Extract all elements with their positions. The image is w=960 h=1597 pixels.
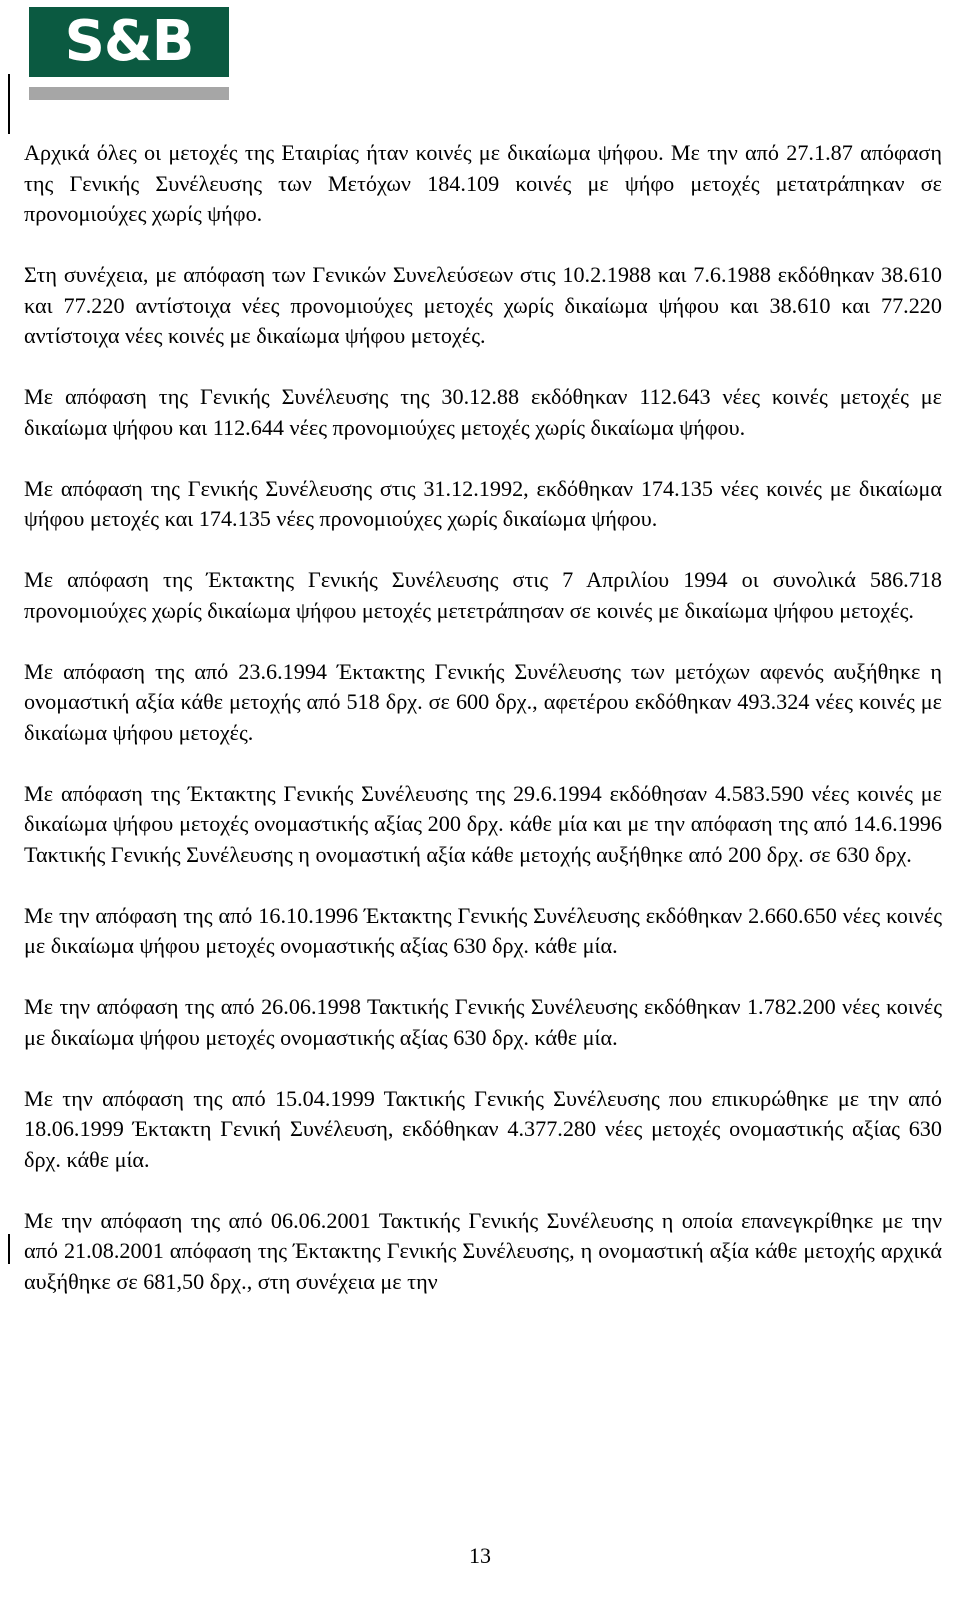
- paragraph: Με την απόφαση της από 06.06.2001 Τακτικής Γενικής Συνέλευσης η οποία επανεγκρίθηκε με την από 21.08.2001 απόφαση της Έκτακτης Γενικής Συνέλευσης, η ονομαστική αξία κάθε μετοχής αρχικά αυξήθηκε σε 681,50 δρχ., στη συνέχεια με την: [24, 1207, 942, 1294]
- paragraph: Με απόφαση της Γενικής Συνέλευσης της 30.12.88 εκδόθηκαν 112.643 νέες κοινές μετοχές με δικαίωμα ψήφου και 112.644 νέες προνομιούχες μετοχές χωρίς δικαίωμα ψήφου.: [24, 384, 942, 440]
- paragraph: Με την απόφαση της από 15.04.1999 Τακτικής Γενικής Συνέλευσης που επικυρώθηκε με την από 18.06.1999 Έκτακτη Γενική Συνέλευση, εκδόθηκαν 4.377.280 νέες μετοχές ονομαστικής αξίας 630 δρχ. κάθε μία.: [24, 1085, 942, 1172]
- paragraph: Με απόφαση της Έκτακτης Γενικής Συνέλευσης της 29.6.1994 εκδόθησαν 4.583.590 νέες κοινές με δικαίωμα ψήφου μετοχές ονομαστικής αξίας 200 δρχ. κάθε μία και με την απόφαση της από 14.6.1996 Τακτικής Γενικής Συνέλευσης η ονομαστική αξία κάθε μετοχής αυξήθηκε από 200 δρχ. σε 630 δρχ.: [24, 780, 942, 867]
- page-number: 13: [469, 1543, 491, 1568]
- logo-text: S&B: [64, 9, 194, 74]
- paragraph: Στη συνέχεια, με απόφαση των Γενικών Συνελεύσεων στις 10.2.1988 και 7.6.1988 εκδόθηκαν 38.610 και 77.220 αντίστοιχα νέες προνομιούχες μετοχές χωρίς δικαίωμα ψήφου και 38.610 και 77.220 αντίστοιχα νέες κοινές με δικαίωμα ψήφου μετοχές.: [24, 262, 942, 348]
- revision-bar: [8, 74, 10, 134]
- paragraph: Με απόφαση της Έκτακτης Γενικής Συνέλευσης στις 7 Απριλίου 1994 οι συνολικά 586.718 προνομιούχες χωρίς δικαίωμα ψήφου μετοχές μετετράπησαν σε κοινές με δικαίωμα ψήφου μετοχές.: [24, 567, 942, 623]
- document-body: [24, 138, 942, 1328]
- revision-bar: [8, 1234, 10, 1264]
- company-logo: [29, 7, 229, 97]
- logo-box: [29, 7, 229, 77]
- paragraph: Με την απόφαση της από 16.10.1996 Έκτακτης Γενικής Συνέλευσης εκδόθηκαν 2.660.650 νέες κοινές με δικαίωμα ψήφου μετοχές ονομαστικής αξίας 630 δρχ. κάθε μία.: [24, 902, 942, 958]
- paragraph: Με απόφαση της Γενικής Συνέλευσης στις 31.12.1992, εκδόθηκαν 174.135 νέες κοινές με δικαίωμα ψήφου μετοχές και 174.135 νέες προνομιούχες χωρίς δικαίωμα ψήφου.: [24, 475, 942, 531]
- paragraph: Με την απόφαση της από 26.06.1998 Τακτικής Γενικής Συνέλευσης εκδόθηκαν 1.782.200 νέες κοινές με δικαίωμα ψήφου μετοχές ονομαστικής αξίας 630 δρχ. κάθε μία.: [24, 994, 942, 1050]
- paragraph: Με απόφαση της από 23.6.1994 Έκτακτης Γενικής Συνέλευσης των μετόχων αφενός αυξήθηκε η ονομαστική αξία κάθε μετοχής από 518 δρχ. σε 600 δρχ., αφετέρου εκδόθηκαν 493.324 νέες κοινές με δικαίωμα ψήφου μετοχές.: [24, 658, 942, 745]
- logo-underline-bar: [29, 87, 229, 100]
- paragraph: Αρχικά όλες οι μετοχές της Εταιρίας ήταν κοινές με δικαίωμα ψήφου. Με την από 27.1.87 απόφαση της Γενικής Συνέλευσης των Μετόχων 184.109 κοινές με ψήφο μετοχές μετατράπηκαν σε προνομιούχες χωρίς ψήφο.: [24, 140, 942, 226]
